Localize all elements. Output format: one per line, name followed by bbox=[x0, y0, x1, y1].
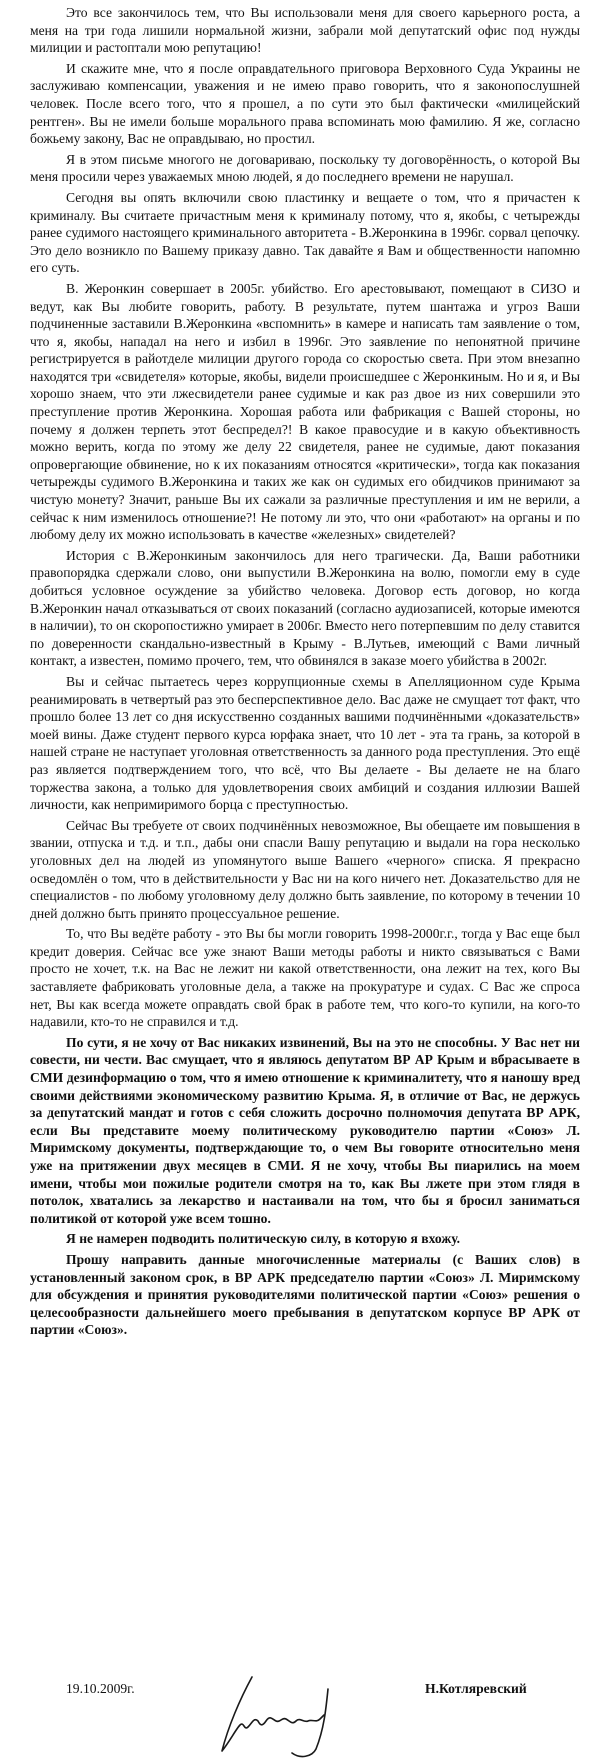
paragraph-1: Это все закончилось тем, что Вы использовали меня для своего карьерного роста, а меня на три года лишили нормальной жизни, забрали мой депутатский офис под нужды милиции и растоптали мою репутацию! bbox=[30, 5, 580, 56]
letter-author: Н.Котляревский bbox=[425, 1681, 527, 1696]
paragraph-6: История с В.Жеронкиным закончилось для него трагически. Да, Ваши работники правопорядка сдержали слово, они выпустили В.Жеронкина на волю, помогли ему в суде добиться условное осуждение за убийство человека. Договор есть договор, но когда В.Жеронкин начал отказываться от своих показаний (согласно аудиозаписей, которые имеются в наличии), то он скоропостижно умирает в 2006г. Вместо него потерпевшим по делу ставится по доверенности скандально-известный в Крыму - В.Лутьев, имеющий с Вами личный контакт, а известен, помимо прочего, тем, что обвинялся в заказе моего убийства в 2002г. bbox=[30, 547, 580, 669]
paragraph-2: И скажите мне, что я после оправдательного приговора Верховного Суда Украины не заслуживаю компенсации, уважения и не имею право говорить, что я законопослушней человек. После всего того, что я прошел, а по сути это был фактически «милицейский рентген». Вы не имели больше морального права вспоминать мою фамилию. Я же, согласно божьему закону, Вас не оправдываю, но простил. bbox=[30, 60, 580, 147]
paragraph-4: Сегодня вы опять включили свою пластинку и вещаете о том, что я причастен к криминалу. Вы считаете причастным меня к криминалу потому, что я, якобы, с четырежды ранее судимого настоящего криминального авторитета - В.Жеронкина в 1996г. сорвал цепочку. Это дело возникло по Вашему приказу давно. Так давайте я Вам и общественности напомню его суть. bbox=[30, 189, 580, 276]
letter-page bbox=[30, 4, 580, 1754]
paragraph-9: То, что Вы ведёте работу - это Вы бы могли говорить 1998-2000г.г., тогда у Вас еще был кредит доверия. Сейчас все уже знают Ваши методы работы и никто связываться с Вами просто не хочет, т.к. на Вас не лежит ни какой ответственности, она лежит на тех, кого Вы заставляете фабриковать уголовные дела, а также на прокуратуре и судах. С Вас же спроса нет, Вы как всегда можете оправдать свой брак в работе тем, что кого-то купили, на кого-то надавили, кто-то не справился и т.д. bbox=[30, 926, 580, 1030]
bold-paragraph-2: Я не намерен подводить политическую силу, в которую я вхожу. bbox=[66, 1231, 461, 1247]
letter-footer bbox=[30, 1669, 580, 1759]
paragraph-8: Сейчас Вы требуете от своих подчинённых невозможное, Вы обещаете им повышения в звании, отпуска и т.д. и т.п., дабы они спасли Вашу репутацию и выдали на гора несколько уголовных дел на людей из упомянутого выше Вашего «черного» списка. Я прекрасно осведомлён о том, что в действительности у Вас ни на кого ничего нет. Доказательство для не специалистов - по любому уголовному делу должно быть заявление, по которому в течении 10 дней должно быть принято процессуальное решение. bbox=[30, 817, 580, 921]
letter-date: 19.10.2009г. bbox=[66, 1681, 135, 1696]
bold-paragraph-3: Прошу направить данные многочисленные материалы (с Ваших слов) в установленный законом срок, в ВР АРК председателю партии «Союз» Л. Миримскому для обсуждения и принятия руководителями политической партии «Союз» решения о целесообразности дальнейшего моего пребывания в депутатском корпусе ВР АРК от партии «Союз». bbox=[30, 1251, 580, 1338]
paragraph-3: Я в этом письме многого не договариваю, поскольку ту договорённость, о которой Вы меня просили через уважаемых мною людей, я до последнего времени не нарушал. bbox=[30, 151, 580, 185]
handwritten-signature bbox=[200, 1669, 380, 1759]
paragraph-5: В. Жеронкин совершает в 2005г. убийство. Его арестовывают, помещают в СИЗО и ведут, как Вы любите говорить, работу. В результате, путем шантажа и угроз Ваши подчиненные заставили В.Жеронкина «вспомнить» в камере и написать там заявление о том, что я, якобы, нападал на него и избил в 1996г. Это заявление по непонятной причине регистрируется в райотделе милиции другого города со скоростью света. При этом внезапно находятся три «свидетеля» которые, якобы, видели происшедшее с Жеронкиным. Но и я, и Вы хорошо знаем, что эти лжесвидетели ранее судимые и как раз двое из них совершили это преступление против Жеронкина. Хорошая работа или фабрикация с Вашей стороны, но почему я должен терпеть этот беспредел?! В какое правосудие и в какую объективность можно верить, когда по этому же делу 22 свидетеля, ранее не судимые, дают показания опровергающие обвинение, но к их показаниям относятся «критически», тогда как показания четырежды судимого В.Жеронкина и таких же как он судимых его обидчиков принимают за чистую монету? Значит, раньше Вы их сажали за различные преступления и им не верили, а сейчас к ним изменилось отношение?! Не потому ли это, что они «работают» на органы и по любому делу их можно использовать в качестве «железных» свидетелей? bbox=[30, 280, 580, 543]
bold-paragraph-1: По сути, я не хочу от Вас никаких извинений, Вы на это не способны. У Вас нет ни совести, ни чести. Вас смущает, что я являюсь депутатом ВР АР Крым и вбрасываете в СМИ дезинформацию о том, что я имею отношение к криминалитету, что я наношу вред своими действиями экономическому развитию Крыма. Я, в отличие от Вас, не держусь за депутатский мандат и готов с себя сложить досрочно полномочия депутата ВР АРК, если Вы представите моему политическому руководителю партии «Союз» Л. Миримскому документы, подтверждающие то, о чем Вы говорите относительно меня уже на притяжении двух месяцев в СМИ. Я не хочу, чтобы Вы пиарились на моем имени, чтобы мои пожилые родители смотря на то, как Вы лжете при этом глядя в потолок, хватались за лекарство и настаивали на том, что бы я бросил заниматься политикой от которой уже всем тошно. bbox=[30, 1034, 580, 1226]
paragraph-7: Вы и сейчас пытаетесь через коррупционные схемы в Апелляционном суде Крыма реанимировать в четвертый раз это бесперспективное дело. Вас даже не смущает тот факт, что прошло более 13 лет со дня искусственно созданных вашими подчинёнными «доказательств» моей вины. Даже студент первого курса юрфака знает, что 10 лет - эта та грань, за которой в нашей стране не наступает уголовная ответственность за данного рода преступления. Это ещё раз является подтверждением того, что всё, что Вы делаете - Вы делаете не на благо торжества закона, а только для удовлетворения своих амбиций и создания иллюзии Вашей личности, как непримиримого борца с преступностью. bbox=[30, 673, 580, 813]
